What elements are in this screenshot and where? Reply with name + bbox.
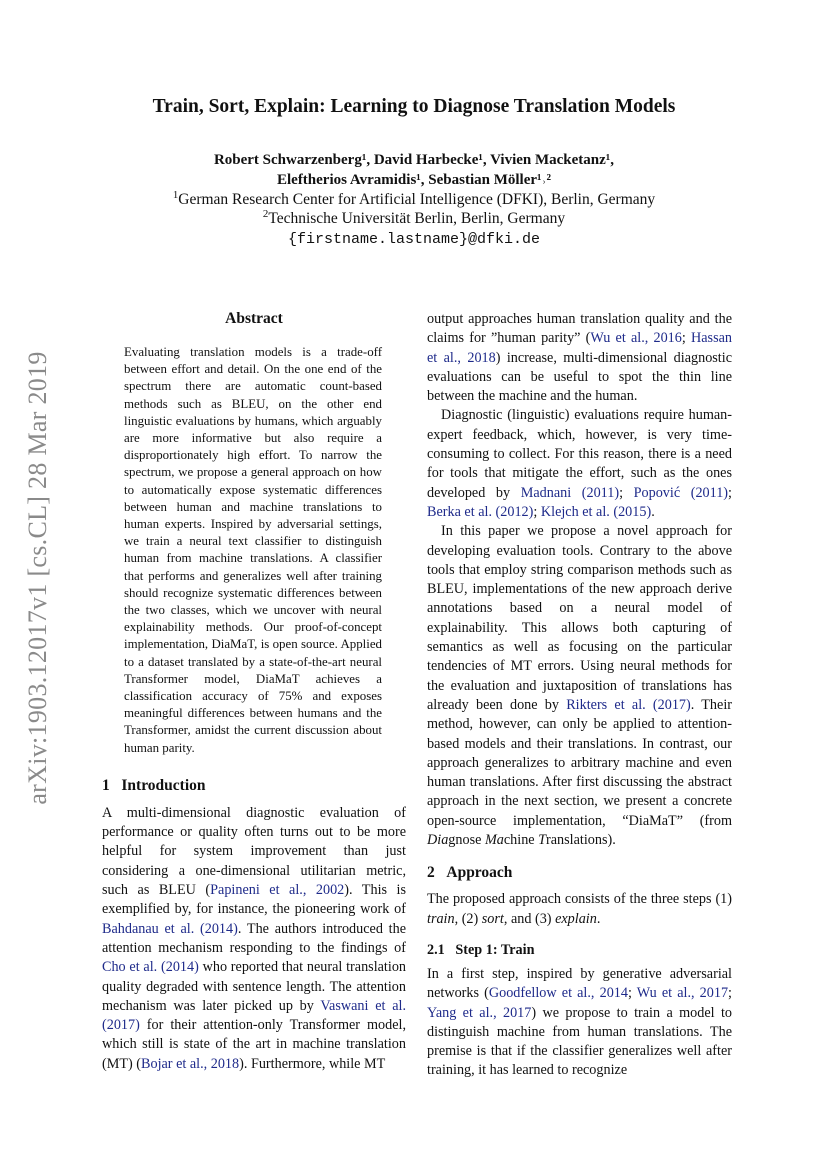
text-run: . Their method, however, can only be applied to attention-based models and their translations. In contrast, our approach generalizes to arbitrary machine and even human translations. After first discussing the abstract approach in the next section, we present a concrete open-source implementation, “DiaMaT” (from — [427, 696, 732, 829]
text-run: ) we propose to train a model to distinguish machine from human translations. The premise is that if the classifier generalizes well after training, it has learned to recognize — [427, 1004, 732, 1079]
intro-text-4: who reported that neural translation quality degraded with sentence length. The attention mechanism was later picked up by — [102, 959, 407, 1014]
author-line-2: Eleftherios Avramidis¹, Sebastian Möller¹˒² — [276, 172, 552, 188]
citation-link[interactable]: Hassan et al., 2018 — [427, 330, 732, 366]
text-run: . — [651, 503, 655, 520]
section-title: Introduction — [121, 776, 206, 794]
affiliation-1 — [0, 188, 828, 209]
citation-link[interactable]: Cho et al. (2014) — [102, 959, 199, 976]
intro-text-3: . The authors introduced the attention mechanism responding to the findings of — [102, 920, 407, 956]
citation-link[interactable]: Yang et al., 2017 — [427, 1004, 532, 1021]
intro-text-5: for their attention-only Transformer model, which still is state of the art in machine translation (MT) ( — [102, 1017, 406, 1072]
text-run: ; — [681, 330, 692, 347]
citation-link[interactable]: Bojar et al., 2018 — [141, 1055, 240, 1072]
subsection-step1-heading — [427, 942, 732, 959]
abstract-heading: Abstract — [225, 310, 283, 327]
citation-link[interactable]: Berka et al. (2012) — [427, 503, 534, 520]
section-number: 1 — [102, 776, 110, 794]
intro-text-1: A multi-dimensional diagnostic evaluation of performance or quality often turns out to be more helpful for system improvement than just considering a one-dimensional utilitarian metric, such as BLEU ( — [102, 804, 406, 899]
italic-run: sort — [481, 910, 504, 927]
section-number: 2 — [427, 864, 435, 882]
text-run: . — [596, 910, 601, 927]
citation-link[interactable]: Goodfellow et al., 2014 — [488, 985, 628, 1002]
section-approach-heading — [427, 864, 732, 882]
citation-link[interactable]: Wu et al., 2017 — [636, 985, 729, 1002]
paragraph-proposal — [427, 522, 732, 850]
citation-link[interactable]: Popović (2011) — [633, 484, 729, 501]
text-run: In a first step, inspired by generative adversarial networks ( — [427, 965, 732, 1002]
intro-text-6: ). Furthermore, while MT — [239, 1055, 386, 1072]
text-run: ; — [619, 484, 634, 501]
arxiv-stamp — [16, 298, 60, 858]
citation-link[interactable]: Papineni et al., 2002 — [210, 882, 345, 899]
affiliation-2 — [0, 207, 828, 228]
text-run: ; — [728, 985, 732, 1002]
affiliation-1-mark: 1 — [172, 188, 179, 201]
paragraph-continued — [427, 310, 732, 406]
paper-title: Train, Sort, Explain: Learning to Diagnose Translation Models — [152, 96, 676, 117]
text-run: chine — [503, 832, 539, 849]
italic-run: Dia — [427, 832, 449, 849]
author-line-1: Robert Schwarzenberg¹, David Harbecke¹, Vivien Macketanz¹, — [213, 152, 615, 168]
text-run: ; — [728, 484, 732, 501]
section-title: Approach — [446, 864, 513, 882]
text-run: , and (3) — [503, 910, 556, 927]
right-paragraphs — [427, 310, 732, 850]
text-run: ranslations). — [546, 832, 616, 849]
italic-run: train — [427, 910, 455, 927]
text-run: ; — [627, 985, 637, 1002]
citation-link[interactable]: Rikters et al. (2017) — [566, 696, 691, 713]
text-run: ) increase, multi-dimensional diagnostic evaluations can be useful to spot the thin line between the machine and the human. — [427, 349, 732, 405]
introduction-paragraph — [102, 804, 406, 1074]
left-column — [102, 310, 406, 1074]
citation-link[interactable]: Bahdanau et al. (2014) — [102, 920, 238, 937]
text-run: The proposed approach consists of the three steps (1) — [427, 891, 732, 908]
affiliation-2-mark: 2 — [262, 207, 269, 220]
text-run: ; — [533, 503, 541, 520]
affiliation-1-text: German Research Center for Artificial Intelligence (DFKI), Berlin, Germany — [178, 191, 656, 208]
arxiv-stamp-text: arXiv:1903.12017v1 [cs.CL] 28 Mar 2019 — [23, 351, 52, 805]
text-run: In this paper we propose a novel approach for developing evaluation tools. Contrary to the above tools that employ string comparison methods such as BLEU, implementations of the new approach derive annotations based on a neural model of explainability. This allows both capturing of semantics as well as focusing on the particular tendencies of MT errors. Using neural methods for the evaluation and juxtaposition of translations has already been done by — [427, 523, 732, 713]
text-run: Diagnostic (linguistic) evaluations require human-expert feedback, which, however, is very time-consuming to collect. For this reason, there is a need for tools that mitigate the effort, such as the ones developed by — [427, 407, 732, 501]
paragraph-diagnostic — [427, 406, 732, 522]
text-run: output approaches human translation quality and the claims for ”human parity” ( — [427, 311, 732, 347]
citation-link[interactable]: Klejch et al. (2015) — [540, 503, 652, 520]
intro-text-2: ). This is exemplified by, for instance, the pioneering work of — [102, 882, 407, 918]
subsection-number: 2.1 — [427, 941, 445, 958]
text-run: gnose — [448, 832, 485, 849]
author-email: {firstname.lastname}@dfki.de — [287, 231, 541, 248]
citation-link[interactable]: Vaswani et al. (2017) — [102, 997, 406, 1034]
subsection-title: Step 1: Train — [455, 941, 535, 958]
citation-link[interactable]: Wu et al., 2016 — [590, 330, 682, 347]
affiliation-2-text: Technische Universität Berlin, Berlin, Germany — [268, 210, 566, 227]
approach-paragraph — [427, 890, 732, 929]
right-column — [427, 310, 732, 1081]
step1-paragraph — [427, 965, 732, 1081]
section-introduction-heading — [102, 777, 406, 795]
citation-link[interactable]: Madnani (2011) — [520, 484, 620, 501]
italic-run: T — [538, 832, 547, 849]
italic-run: Ma — [484, 832, 504, 849]
italic-run: explain — [555, 910, 597, 927]
abstract-text: Evaluating translation models is a trade-off between effort and detail. On the one end of the spectrum there are automatic count-based methods such as BLEU, on the other end linguistic evaluations by humans, which arguably are more informative but also require a disproportionately high effort. To narrow the spectrum, we propose a general approach on how to automatically expose systematic differences between human and machine translations to human experts. Inspired by adversarial settings, we train a neural text classifier to distinguish human from machine translations. A classifier that performs and generalizes well after training should recognize systematic differences between the two classes, which we uncover with neural explainability methods. Our proof-of-concept implementation, DiaMaT, is open source. Applied to a dataset translated by a state-of-the-art neural Transformer model, DiaMaT achieves a classification accuracy of 75% and exposes meaningful differences between humans and the Transformer, amidst the current discussion about human parity. — [124, 345, 382, 755]
text-run: , (2) — [454, 910, 482, 927]
